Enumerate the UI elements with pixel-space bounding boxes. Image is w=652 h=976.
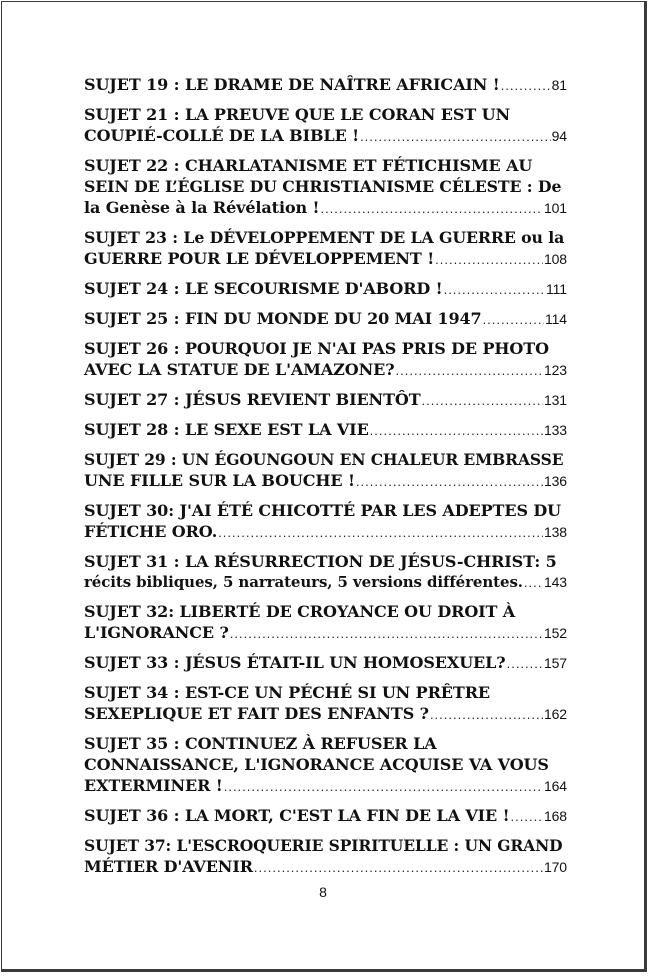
toc-entry-title-line: SUJET 21 : LA PREUVE QUE LE CORAN EST UN (84, 105, 511, 124)
dot-leader (507, 653, 543, 674)
toc-entry-title-line: L'IGNORANCE ? (84, 623, 229, 642)
toc-entry-title-line: SUJET 31 : LA RÉSURRECTION DE JÉSUS-CHRIST: 5 (84, 552, 557, 571)
toc-entry-title-line: GUERRE POUR LE DÉVELOPPEMENT ! (84, 249, 435, 268)
toc-entry (84, 449, 567, 492)
toc-entry-last-line (84, 521, 567, 543)
toc-entry-title-line: SUJET 24 : LE SECOURISME D'ABORD ! (84, 279, 443, 298)
dot-leader (501, 75, 551, 96)
toc-entry-page-number: 162 (543, 706, 567, 722)
toc-entry-title-line: SUJET 34 : EST-CE UN PÉCHÉ SI UN PRÊTRE (84, 683, 490, 702)
toc-entry-last-line (84, 652, 567, 674)
toc-entry-page-number: 114 (544, 311, 567, 327)
toc-entry-title-line: SUJET 33 : JÉSUS ÉTAIT-IL UN HOMOSEXUEL? (84, 653, 506, 672)
dot-leader (230, 623, 543, 644)
toc-entry-page-number: 143 (543, 574, 567, 590)
toc-entry (84, 551, 567, 593)
toc-entry (84, 227, 567, 270)
toc-entry-title-line: SUJET 25 : FIN DU MONDE DU 20 MAI 1947 (84, 309, 482, 328)
toc-entry (84, 733, 567, 797)
toc-entry (84, 601, 567, 644)
toc-entry-last-line (84, 308, 567, 330)
toc-entry-title-line: COUPIÉ-COLLÉ DE LA BIBLE ! (84, 126, 360, 145)
toc-entry-title-line: SUJET 35 : CONTINUEZ À REFUSER LA (84, 734, 437, 753)
toc-entry (84, 338, 567, 381)
toc-entry (84, 104, 567, 147)
toc-entry-page-number: 152 (543, 625, 567, 641)
toc-entry-last-line (84, 805, 567, 827)
toc-entry-page-number: 101 (543, 200, 567, 216)
toc-entry (84, 308, 567, 330)
toc-entry-title-line: AVEC LA STATUE DE L'AMAZONE? (84, 360, 395, 379)
toc-entry-last-line (84, 125, 567, 147)
toc-entry-title-line: SEIN DE L’ÉGLISE DU CHRISTIANISME CÉLESTE : De (84, 177, 562, 196)
toc-entry-page-number: 123 (543, 362, 567, 378)
toc-entry-last-line (84, 572, 567, 593)
toc-entry-title-line: SUJET 27 : JÉSUS REVIENT BIENTÔT (84, 390, 421, 409)
toc-entry-last-line (84, 389, 567, 411)
toc-entry (84, 835, 567, 878)
dot-leader (483, 309, 544, 330)
toc-entry-title-line: UNE FILLE SUR LA BOUCHE ! (84, 471, 355, 490)
toc-entry-title-line: récits bibliques, 5 narrateurs, 5 versions différentes. (84, 573, 523, 591)
toc-entry (84, 419, 567, 441)
toc-entry-page-number: 138 (543, 524, 567, 540)
toc-entry-page-number: 136 (543, 473, 567, 489)
toc-entry-title-line: FÉTICHE ORO. (84, 522, 218, 541)
toc-entry-title-line: SUJET 30: J'AI ÉTÉ CHICOTTÉ PAR LES ADEPTES DU (84, 501, 562, 520)
toc-entry-page-number: 133 (543, 422, 567, 438)
toc-entry-title-line: SUJET 36 : LA MORT, C'EST LA FIN DE LA VIE ! (84, 806, 510, 825)
toc-entry (84, 278, 567, 300)
toc-entry (84, 74, 567, 96)
toc-entry-title-line: CONNAISSANCE, L'IGNORANCE ACQUISE VA VOUS (84, 755, 549, 774)
toc-entry-page-number: 157 (543, 655, 567, 671)
toc-entry-page-number: 131 (543, 392, 567, 408)
toc-entry-last-line (84, 197, 567, 219)
toc-entry (84, 155, 567, 219)
toc-entry-last-line (84, 419, 567, 441)
dot-leader (396, 360, 543, 381)
dot-leader (511, 806, 543, 827)
toc-entry-last-line (84, 359, 567, 381)
toc-entry-title-line: SEXEPLIQUE ET FAIT DES ENFANTS ? (84, 704, 429, 723)
toc-entry-title-line: MÉTIER D'AVENIR (84, 857, 253, 876)
toc-entry-page-number: 94 (551, 128, 567, 144)
dot-leader (524, 572, 543, 593)
toc-entry-page-number: 168 (543, 808, 567, 824)
toc-entry-title-line: EXTERMINER ! (84, 776, 223, 795)
toc-entry-title-line: SUJET 19 : LE DRAME DE NAÎTRE AFRICAIN ! (84, 75, 500, 94)
toc-entry-title-line: SUJET 28 : LE SEXE EST LA VIE (84, 420, 369, 439)
toc-entry-page-number: 164 (543, 778, 567, 794)
dot-leader (356, 471, 543, 492)
toc-entry-last-line (84, 470, 567, 492)
toc-entry-title-line: SUJET 26 : POURQUOI JE N'AI PAS PRIS DE PHOTO (84, 339, 549, 358)
toc-entry-last-line (84, 74, 567, 96)
dot-leader (254, 857, 543, 878)
dot-leader (320, 198, 542, 219)
dot-leader (218, 522, 543, 543)
toc-entry (84, 652, 567, 674)
toc-entry-title-line: SUJET 29 : UN ÉGOUNGOUN EN CHALEUR EMBRASSE (84, 450, 564, 469)
dot-leader (444, 279, 545, 300)
dot-leader (422, 390, 543, 411)
dot-leader (224, 776, 543, 797)
toc-entry (84, 682, 567, 725)
toc-entry-last-line (84, 775, 567, 797)
page-number: 8 (319, 884, 327, 900)
toc-entry-page-number: 111 (546, 281, 567, 297)
toc-entry-title-line: SUJET 32: LIBERTÉ DE CROYANCE OU DROIT À (84, 602, 516, 621)
toc-entry-title-line: SUJET 22 : CHARLATANISME ET FÉTICHISME AU (84, 156, 533, 175)
dot-leader (360, 126, 551, 147)
toc-entry-last-line (84, 248, 567, 270)
toc-entry-last-line (84, 622, 567, 644)
toc-entry (84, 389, 567, 411)
toc-entry-page-number: 81 (551, 77, 567, 93)
toc-entry-last-line (84, 703, 567, 725)
toc-entry (84, 500, 567, 543)
toc-entry-page-number: 170 (543, 859, 567, 875)
toc-entry-title-line: la Genèse à la Révélation ! (84, 198, 320, 217)
table-of-contents (84, 74, 567, 886)
toc-entry (84, 805, 567, 827)
toc-entry-page-number: 108 (543, 251, 567, 267)
dot-leader (370, 420, 543, 441)
dot-leader (430, 704, 543, 725)
toc-entry-last-line (84, 856, 567, 878)
toc-entry-title-line: SUJET 23 : Le DÉVELOPPEMENT DE LA GUERRE ou la (84, 228, 565, 247)
dot-leader (435, 249, 543, 270)
toc-entry-last-line (84, 278, 567, 300)
toc-entry-title-line: SUJET 37: L'ESCROQUERIE SPIRITUELLE : UN GRAND (84, 836, 563, 855)
document-page (1, 1, 647, 972)
